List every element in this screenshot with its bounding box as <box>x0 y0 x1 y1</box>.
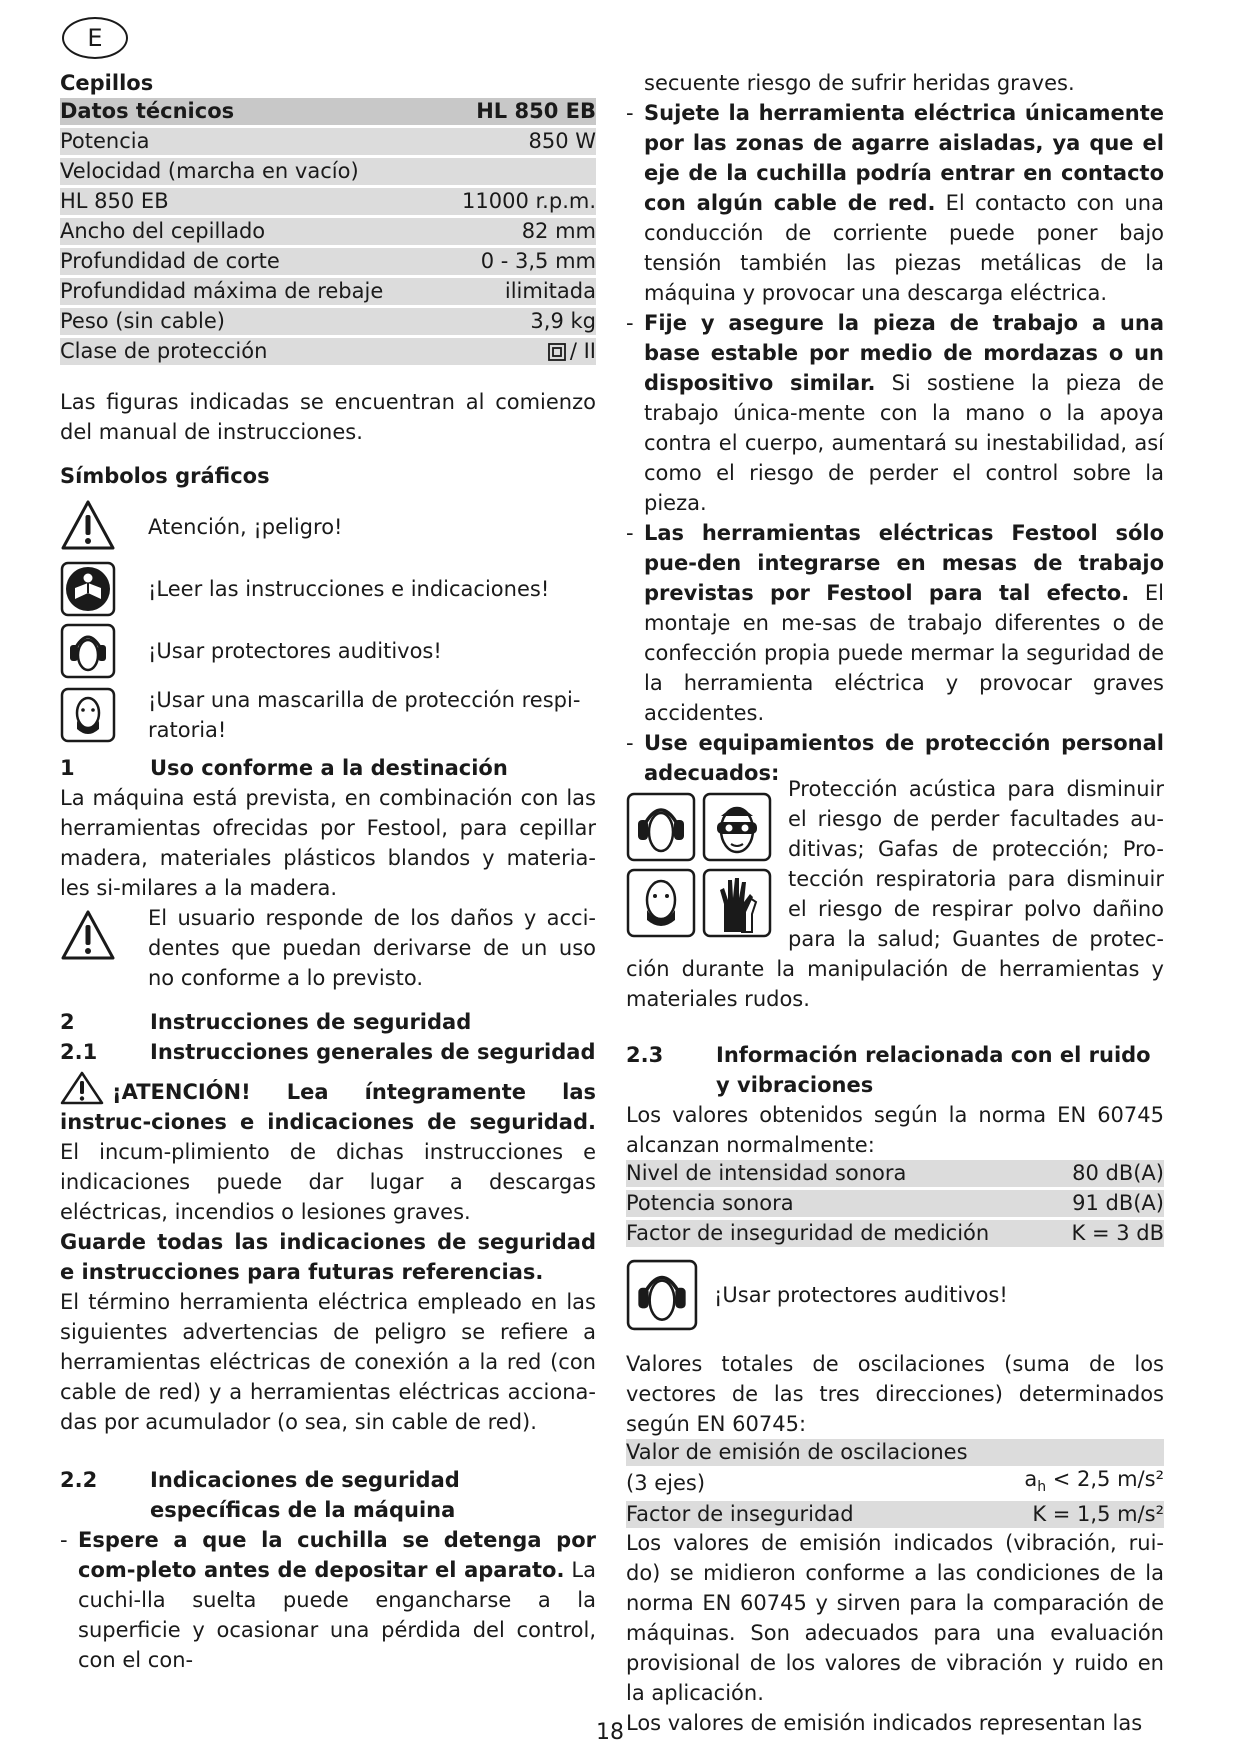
bullet-continuation: secuente riesgo de sufrir heridas graves. <box>644 71 1075 95</box>
section-1-heading <box>60 753 596 783</box>
table-row <box>626 1439 1164 1466</box>
noise-table <box>626 1160 1164 1247</box>
ear-protection-icon <box>626 1259 698 1331</box>
row-value <box>1008 1439 1164 1466</box>
attention-rest: El incum-plimiento de dichas instrucciones e indicaciones puede dar lugar a descargas eléctricas, incendios o lesiones graves. <box>60 1140 596 1224</box>
protection-class-icon <box>548 343 566 361</box>
row-value: K = 1,5 m/s² <box>1008 1501 1164 1528</box>
symbol-row <box>60 499 596 555</box>
ear-protection-text: ¡Usar protectores auditivos! <box>714 1283 1008 1307</box>
vibration-intro: Valores totales de oscilaciones (suma de los vectores de las tres direcciones) determinados según EN 60745: <box>626 1352 1164 1436</box>
row-label: HL 850 EB <box>60 188 439 215</box>
warning-icon <box>60 499 116 555</box>
left-column <box>60 68 596 1675</box>
ppe-description: Protección acústica para disminuir el riesgo de perder facultades au-ditivas; Gafas de protección; Pro-tección respiratoria para disminuir el riesgo de respirar polvo dañino para la salud; Guantes de protec-ción durante la manipulación de herramientas y materiales rudos. <box>626 777 1164 1011</box>
bullet-bold: Sujete la herramienta eléctrica únicamente por las zonas de agarre aisladas, ya que el eje de la cuchilla podría entrar en contacto con algún cable de red. <box>644 101 1164 215</box>
row-label: (3 ejes) <box>626 1471 706 1496</box>
table-row <box>626 1190 1164 1217</box>
bullet-rest: El montaje en me-sas de trabajo diferentes o de confección propia puede mermar la seguridad de la herramienta eléctrica y provocar graves accidentes. <box>644 581 1165 725</box>
section-title: Instrucciones de seguridad <box>150 1010 472 1034</box>
table-row <box>60 158 596 185</box>
table-row <box>626 1160 1164 1187</box>
attention-bold: ¡ATENCIÓN! Lea íntegramente las instruc-ciones e indicaciones de seguridad. <box>60 1080 596 1134</box>
section-number: 2.2 <box>60 1468 98 1492</box>
list-item: - Sujete la herramienta eléctrica únicamente por las zonas de agarre aisladas, ya que el eje de la cuchilla podría entrar en contacto con algún cable de red. El contacto con una conducción de corriente puede poner bajo tensión también las piezas metálicas de la máquina y provocar una descarga eléctrica. <box>626 101 1164 305</box>
row-value: 0 - 3,5 mm <box>439 248 596 275</box>
row-label: Clase de protección <box>60 338 439 365</box>
table-row <box>626 1466 1164 1501</box>
symbol-text: ¡Usar protectores auditivos! <box>148 639 442 663</box>
tech-table-header <box>60 98 596 125</box>
respirator-icon <box>626 868 696 938</box>
list-item: - Las herramientas eléctricas Festool sólo pue-den integrarse en mesas de trabajo previstas por Festool para tal efecto. El montaje en me-sas de trabajo diferentes o de confección propia puede mermar la seguridad de la herramienta eléctrica y provocar graves accidentes. <box>626 521 1165 725</box>
bullet-bold: Use equipamientos de protección personal adecuados: <box>644 731 1164 785</box>
tech-header-model: HL 850 EB <box>439 98 596 125</box>
row-value: 82 mm <box>439 218 596 245</box>
list-item: - Use equipamientos de protección personal adecuados: <box>626 731 1164 785</box>
read-manual-icon <box>60 561 116 617</box>
symbols-title: Símbolos gráficos <box>60 464 270 488</box>
section-number: 2 <box>60 1010 75 1034</box>
symbol-row <box>60 685 596 745</box>
row-value <box>439 158 596 185</box>
bullet-rest: Si sostiene la pieza de trabajo única-mente con la mano o la apoya contra el cuerpo, aumentará su inestabilidad, así como el riesgo de perder el control sobre la pieza. <box>644 371 1164 515</box>
row-label: Factor de inseguridad <box>626 1501 1008 1528</box>
row-label: Profundidad máxima de rebaje <box>60 278 439 305</box>
product-title: Cepillos <box>60 71 154 95</box>
bullet-rest: El contacto con una conducción de corriente puede poner bajo tensión también las piezas metálicas de la máquina y provocar una descarga eléctrica. <box>644 191 1164 305</box>
section-title: Instrucciones generales de seguridad <box>150 1040 596 1064</box>
row-label: Potencia <box>60 128 439 155</box>
section-2-1-heading <box>60 1037 596 1067</box>
row-label: Potencia sonora <box>626 1190 1055 1217</box>
bullet-bold: Fije y asegure la pieza de trabajo a una base estable por medio de mordazas o un dispositivo similar. <box>644 311 1164 395</box>
table-row <box>60 188 596 215</box>
table-row <box>626 1501 1164 1528</box>
row-value: 80 dB(A) <box>1055 1160 1164 1187</box>
section-2-2-heading <box>60 1465 596 1525</box>
bullet-rest: La cuchi-lla suelta puede engancharse a la superficie y ocasionar una pérdida del control, con el con- <box>78 1558 596 1672</box>
section-number: 2.3 <box>626 1043 664 1067</box>
attention-paragraph <box>60 1071 596 1227</box>
section-1-text: La máquina está prevista, en combinación con las herramientas ofrecidas por Festool, para cepillar madera, materiales plásticos blandos y materia-les si-milares a la madera. <box>60 786 596 900</box>
row-label: Nivel de intensidad sonora <box>626 1160 1055 1187</box>
warning-icon <box>60 909 116 965</box>
bullet-bold: Espere a que la cuchilla se detenga por com-pleto antes de depositar el aparato. <box>78 1528 596 1582</box>
table-row <box>60 218 596 245</box>
row-value: 91 dB(A) <box>1055 1190 1164 1217</box>
right-column <box>626 68 1164 1738</box>
table-row <box>60 308 596 335</box>
figures-note: Las figuras indicadas se encuentran al comienzo del manual de instrucciones. <box>60 390 596 444</box>
list-item-continued <box>626 68 1164 98</box>
page-number: 18 <box>596 1720 624 1745</box>
row-value: K = 3 dB <box>1055 1220 1164 1247</box>
emission-paragraph-2: Los valores de emisión indicados representan las <box>626 1711 1143 1736</box>
symbol-text: Atención, ¡peligro! <box>148 515 343 539</box>
section-number: 1 <box>60 756 75 780</box>
respirator-icon <box>60 687 116 743</box>
tech-header-label: Datos técnicos <box>60 98 439 125</box>
row-label: Velocidad (marcha en vacío) <box>60 158 439 185</box>
term-definition: El término herramienta eléctrica empleado en las siguientes advertencias de peligro se refiere a herramientas eléctricas de conexión a la red (con cable de red) y a herramientas eléctricas acciona-das por acumulador (o sea, sin cable de red). <box>60 1290 596 1434</box>
emission-paragraph: Los valores de emisión indicados (vibración, rui-do) se midieron conforme a las condiciones de la norma EN 60745 y sirven para la comparación de máquinas. Son adecuados para una evaluación provisional de los valores de vibración y ruido en la aplicación. <box>626 1531 1164 1706</box>
protection-class-value: / II <box>569 339 596 363</box>
row-label: Valor de emisión de oscilaciones <box>626 1439 1008 1466</box>
symbol-text: ¡Leer las instrucciones e indicaciones! <box>148 577 550 601</box>
symbol-row <box>60 623 596 679</box>
symbol-row <box>60 561 596 617</box>
row-value: 3,9 kg <box>439 308 596 335</box>
section-title: Información relacionada con el ruido y vibraciones <box>716 1043 1151 1097</box>
row-value: ilimitada <box>439 278 596 305</box>
keep-instructions: Guarde todas las indicaciones de seguridad e instrucciones para futuras referencias. <box>60 1230 596 1284</box>
section-2-heading <box>60 1007 596 1037</box>
language-badge: E <box>62 17 128 59</box>
list-item: - Fije y asegure la pieza de trabajo a una base estable por medio de mordazas o un dispositivo similar. Si sostiene la pieza de trabajo única-mente con la mano o la apoya contra el cuerpo, aumentará su inestabilidad, así como el riesgo de perder el control sobre la pieza. <box>626 311 1164 515</box>
section-1-warning <box>60 903 596 993</box>
list-item: - Espere a que la cuchilla se detenga por com-pleto antes de depositar el aparato. La cuchi-lla suelta puede engancharse a la superficie y ocasionar una pérdida del control, con el con- <box>60 1528 596 1672</box>
row-value: 11000 r.p.m. <box>439 188 596 215</box>
bullet-bold: Las herramientas eléctricas Festool sólo pue-den integrarse en mesas de trabajo previstas por Festool para tal efecto. <box>644 521 1164 605</box>
section-title: Uso conforme a la destinación <box>150 756 508 780</box>
table-row <box>60 128 596 155</box>
row-value <box>439 338 596 365</box>
ear-protection-row <box>626 1259 1164 1331</box>
section-number: 2.1 <box>60 1040 98 1064</box>
safety-glasses-icon <box>702 792 772 862</box>
row-value: $a_h < 2,5$ m/s² <box>1024 1467 1164 1496</box>
row-label: Peso (sin cable) <box>60 308 439 335</box>
ear-protection-icon <box>626 792 696 862</box>
gloves-icon <box>702 868 772 938</box>
ear-protection-icon <box>60 623 116 679</box>
noise-intro: Los valores obtenidos según la norma EN 60745 alcanzan normalmente: <box>626 1103 1164 1157</box>
vibration-table <box>626 1439 1164 1528</box>
tech-data-table <box>60 98 596 365</box>
warning-text: El usuario responde de los daños y acci-dentes que puedan derivarse de un uso no conforme a lo previsto. <box>148 906 596 990</box>
table-row <box>626 1220 1164 1247</box>
row-label: Profundidad de corte <box>60 248 439 275</box>
row-label: Ancho del cepillado <box>60 218 439 245</box>
warning-icon <box>60 1071 104 1105</box>
row-value: 850 W <box>439 128 596 155</box>
table-row <box>60 338 596 365</box>
ppe-icons <box>626 792 774 938</box>
symbol-text: ¡Usar una mascarilla de protección respi-ratoria! <box>148 688 581 742</box>
row-label: Factor de inseguridad de medición <box>626 1220 1055 1247</box>
table-row <box>60 248 596 275</box>
section-title: Indicaciones de seguridad específicas de la máquina <box>150 1468 460 1522</box>
table-row <box>60 278 596 305</box>
section-2-3-heading <box>626 1040 1164 1100</box>
